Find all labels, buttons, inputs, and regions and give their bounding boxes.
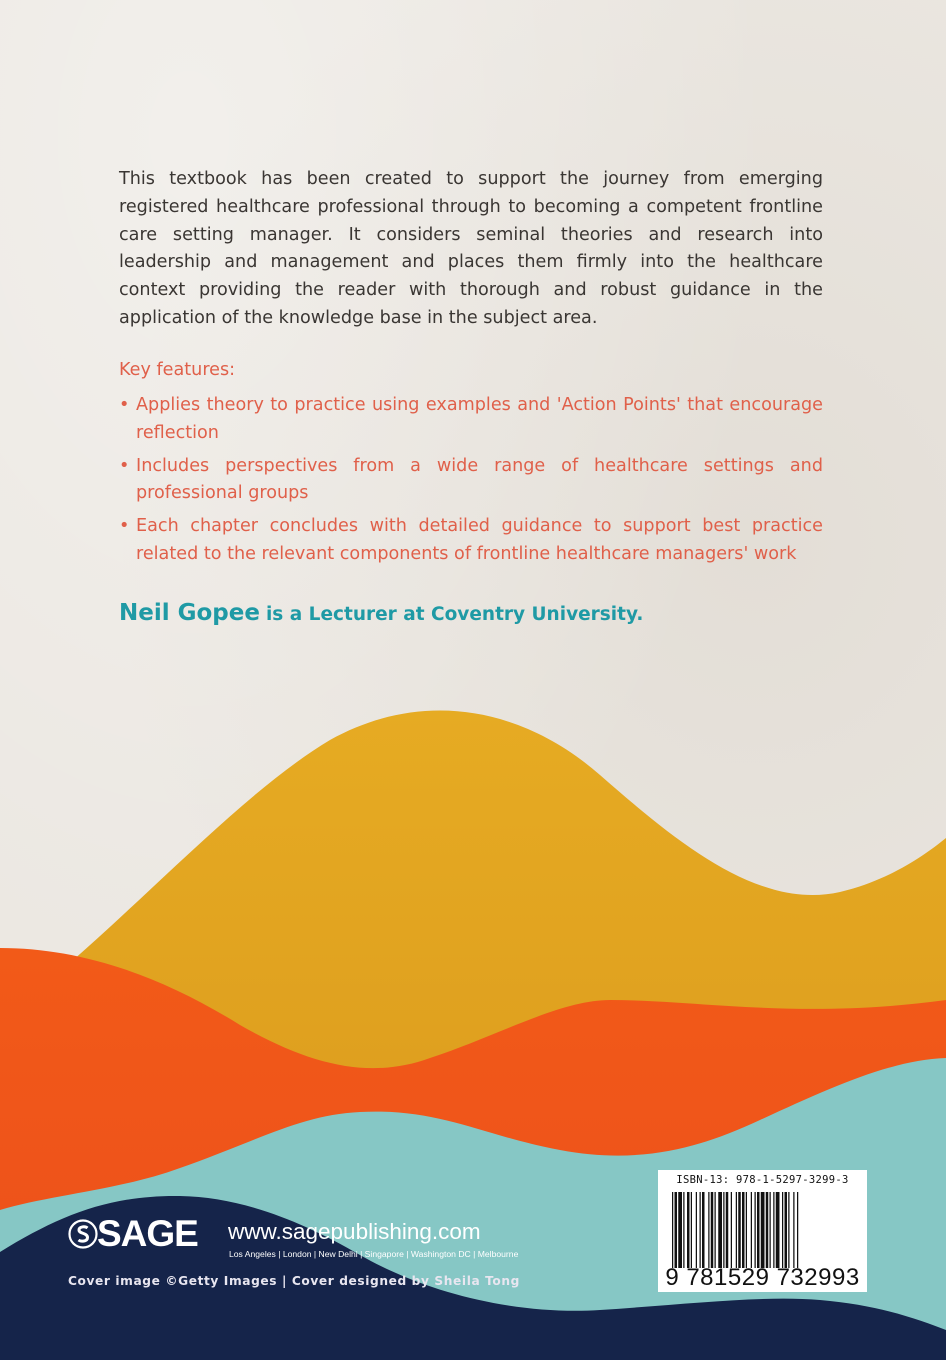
feature-item: [119, 453, 823, 509]
key-features-heading: Key features:: [119, 360, 236, 380]
feature-text: Applies theory to practice using examples and 'Action Points' that encourage reflection: [136, 395, 823, 443]
feature-item: [119, 513, 823, 569]
sage-emblem-icon: [68, 1219, 98, 1249]
bullet-icon: •: [119, 395, 130, 415]
key-features-list: [119, 392, 823, 574]
author-name: Neil Gopee: [119, 600, 260, 626]
bullet-icon: •: [119, 516, 130, 537]
publisher-website: www.sagepublishing.com: [228, 1219, 481, 1244]
bullet-icon: •: [119, 455, 130, 476]
sage-wordmark: SAGE: [97, 1213, 198, 1254]
cover-credits: Cover image ©Getty Images | Cover designed by Sheila Tong: [68, 1274, 521, 1288]
isbn-label: ISBN-13: 978-1-5297-3299-3: [676, 1174, 849, 1186]
barcode-bars: [672, 1192, 853, 1268]
author-line: [119, 600, 643, 626]
author-bio: is a Lecturer at Coventry University.: [265, 604, 644, 625]
cover-blurb: This textbook has been created to support the journey from emerging registered healthcare professional through to becoming a competent frontline care setting manager. It considers seminal theories and research into leadership and management and places them firmly into the healthcare context providing the reader with thorough and robust guidance in the application of the knowledge base in the subject area.: [119, 169, 823, 328]
publisher-cities: Los Angeles | London | New Delhi | Singapore | Washington DC | Melbourne: [229, 1249, 519, 1259]
feature-text: Includes perspectives from a wide range of healthcare settings and professional groups: [136, 455, 823, 504]
isbn-barcode: [658, 1170, 867, 1292]
feature-text: Each chapter concludes with detailed guidance to support best practice related to the relevant components of frontline healthcare managers' work: [136, 516, 823, 564]
feature-item: [119, 392, 823, 448]
ean-digits: 9 781529 732993: [665, 1264, 860, 1291]
